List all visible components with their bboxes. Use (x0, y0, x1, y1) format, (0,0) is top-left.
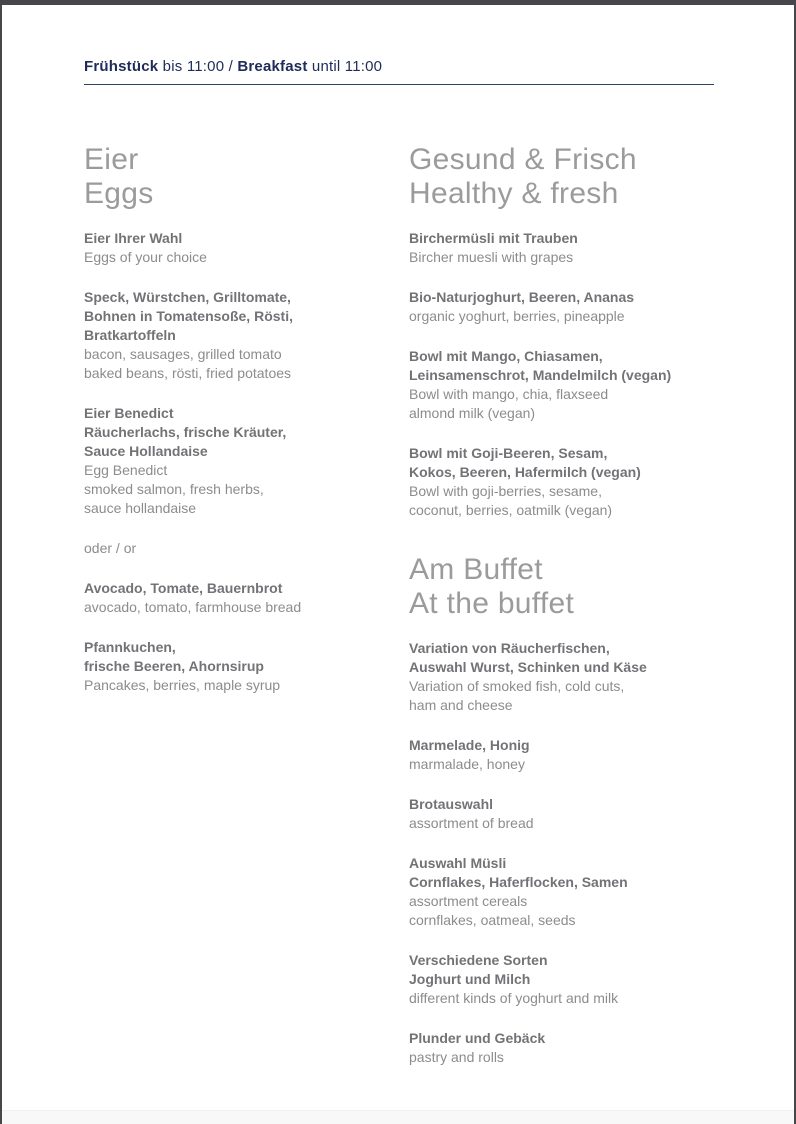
menu-item-title: Bio-Naturjoghurt, Beeren, Ananas (409, 289, 635, 305)
menu-header (84, 57, 714, 77)
menu-item-title: Eier Benedict Räucherlachs, frische Kräuter, Sauce Hollandaise (84, 405, 287, 459)
section-heading: Eier Eggs (84, 143, 154, 210)
column-left (84, 143, 384, 1088)
header-de-time: bis 11:00 / (158, 58, 238, 75)
menu-item-translation: assortment cereals cornflakes, oatmeal, seeds (409, 893, 576, 928)
header-de-title: Frühstück (84, 58, 159, 75)
menu-item (409, 288, 709, 326)
menu-item (84, 638, 384, 695)
header-divider (84, 84, 714, 85)
menu-item-title: Marmelade, Honig (409, 737, 530, 753)
menu-item (409, 736, 709, 774)
menu-item-translation: Eggs of your choice (84, 249, 207, 265)
column-right (409, 143, 709, 1088)
menu-item-translation: Bowl with mango, chia, flaxseed almond milk (vegan) (409, 386, 609, 421)
menu-item-translation: avocado, tomato, farmhouse bread (84, 599, 302, 615)
menu-item-title: Variation von Räucherfischen, Auswahl Wurst, Schinken und Käse (409, 640, 647, 675)
menu-note: oder / or (84, 540, 137, 556)
menu-item (84, 579, 384, 617)
menu-item (409, 229, 709, 267)
menu-item-translation: organic yoghurt, berries, pineapple (409, 308, 625, 324)
menu-item-title: Eier Ihrer Wahl (84, 230, 183, 246)
menu-item-translation: pastry and rolls (409, 1049, 504, 1065)
menu-item-translation: Bircher muesli with grapes (409, 249, 574, 265)
menu-item-title: Speck, Würstchen, Grilltomate, Bohnen in Tomatensoße, Rösti, Bratkartoffeln (84, 289, 293, 343)
menu-item (84, 229, 384, 267)
header-en-title: Breakfast (237, 58, 308, 75)
menu-item-translation: Egg Benedict smoked salmon, fresh herbs, sauce hollandaise (84, 462, 264, 516)
menu-item-title: Bowl mit Goji-Beeren, Sesam, Kokos, Beeren, Hafermilch (vegan) (409, 445, 641, 480)
menu-item-translation: Pancakes, berries, maple syrup (84, 677, 281, 693)
menu-item (409, 639, 709, 715)
menu-item-title: Brotauswahl (409, 796, 494, 812)
menu-item-translation: marmalade, honey (409, 756, 525, 772)
menu-item-title: Birchermüsli mit Trauben (409, 230, 578, 246)
menu-item-title: Pfannkuchen, frische Beeren, Ahornsirup (84, 639, 264, 674)
menu-item (409, 444, 709, 520)
menu-item-title: Bowl mit Mango, Chiasamen, Leinsamenschrot, Mandelmilch (vegan) (409, 348, 672, 383)
page-bottom-edge (2, 1110, 794, 1124)
menu-item (409, 347, 709, 423)
menu-item-translation: assortment of bread (409, 815, 534, 831)
menu-item (84, 288, 384, 383)
menu-item-title: Plunder und Gebäck (409, 1030, 546, 1046)
header-en-time: until 11:00 (307, 58, 383, 75)
menu-item-translation: different kinds of yoghurt and milk (409, 990, 619, 1006)
menu-item (409, 1029, 709, 1067)
menu-item-title: Auswahl Müsli Cornflakes, Haferflocken, Samen (409, 855, 628, 890)
menu-item-translation: Variation of smoked fish, cold cuts, ham and cheese (409, 678, 625, 713)
menu-page-content (2, 5, 794, 1088)
menu-item-translation: Bowl with goji-berries, sesame, coconut, berries, oatmilk (vegan) (409, 483, 613, 518)
menu-item-title: Avocado, Tomate, Bauernbrot (84, 580, 283, 596)
section-heading: Am Buffet At the buffet (409, 553, 575, 620)
menu-item (409, 854, 709, 930)
menu-item (409, 951, 709, 1008)
menu-item-translation: bacon, sausages, grilled tomato baked beans, rösti, fried potatoes (84, 346, 292, 381)
menu-item (409, 795, 709, 833)
section-heading: Gesund & Frisch Healthy & fresh (409, 143, 637, 210)
menu-item (84, 404, 384, 518)
menu-item-title: Verschiedene Sorten Joghurt und Milch (409, 952, 548, 987)
menu-columns (84, 143, 714, 1088)
